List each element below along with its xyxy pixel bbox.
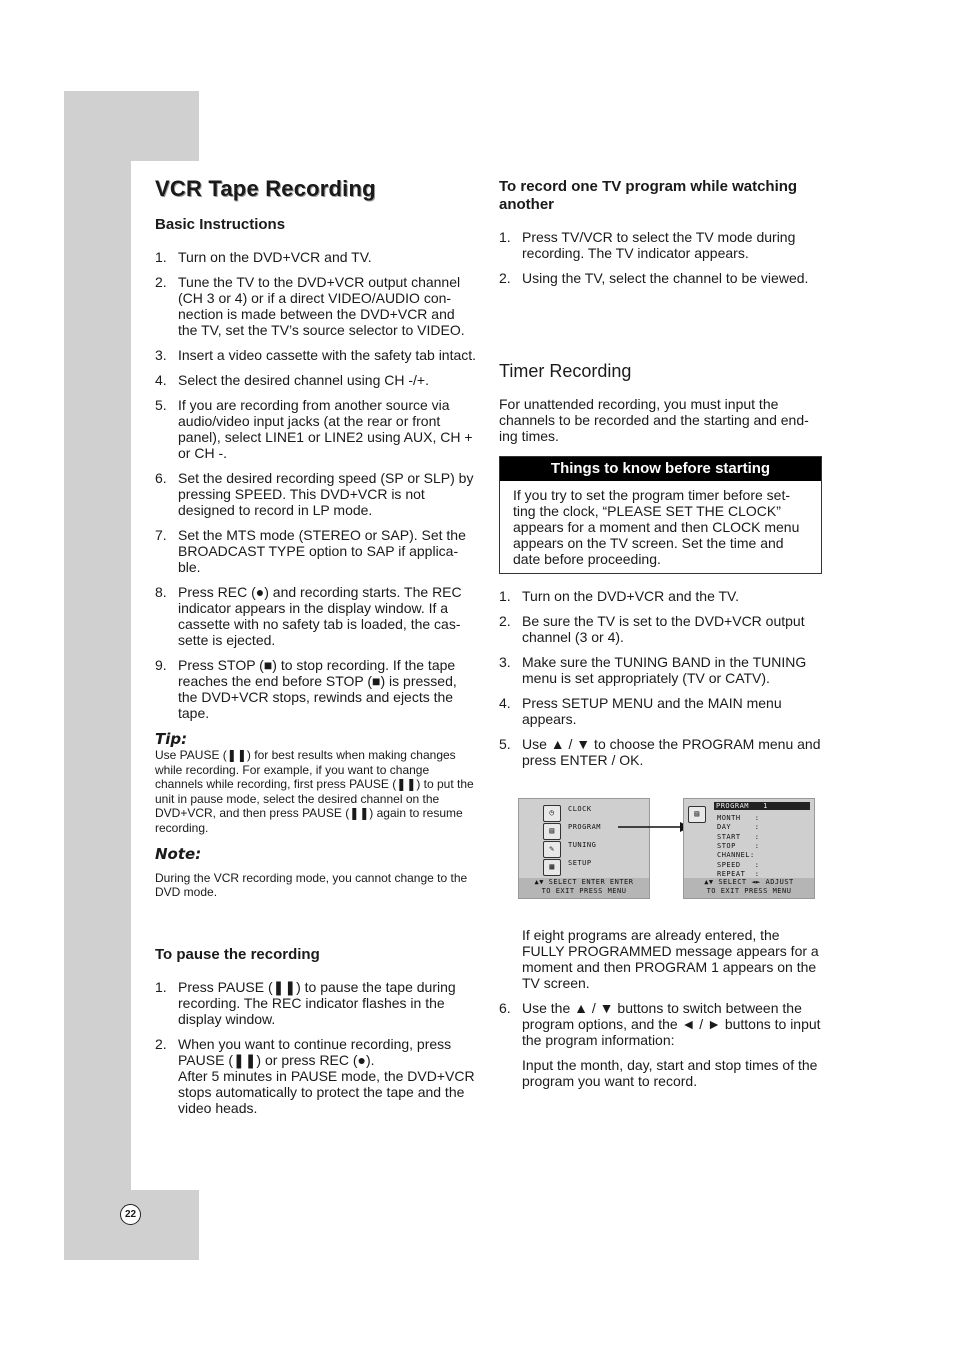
osd-main-menu xyxy=(518,798,650,899)
watch-heading: To record one TV program while watching another xyxy=(499,178,798,213)
osd-program-field: SPEED : xyxy=(717,860,760,869)
osd-menu-item: PROGRAM xyxy=(568,823,602,831)
pause-heading: To pause the recording xyxy=(155,945,320,963)
step6-extra: Input the month, day, start and stop times of the program you want to record. xyxy=(522,1057,818,1089)
things-to-know-text: If you try to set the program timer before set-ting the clock, “PLEASE SET THE CLOCK” appears for a moment and then CLOCK menu appears on the TV screen. Set the time and date before proceeding. xyxy=(513,487,800,567)
osd-program-field: CHANNEL: xyxy=(717,851,755,860)
page-tab-top xyxy=(64,91,199,161)
list-item: 8. Press REC (●) and recording starts. The REC indicator appears in the display window. If a cassette with no safety tab is loaded, the cas-sette is ejected. xyxy=(155,584,462,648)
list-item: 1. Press TV/VCR to select the TV mode during recording. The TV indicator appears. xyxy=(499,229,796,261)
page-margin-bar xyxy=(64,158,131,1260)
list-item: 2. Be sure the TV is set to the DVD+VCR output channel (3 or 4). xyxy=(499,613,805,645)
list-item: 1. Turn on the DVD+VCR and the TV. xyxy=(499,588,739,604)
timer-intro: For unattended recording, you must input the channels to be recorded and the starting and end-ing times. xyxy=(499,396,809,444)
left-column xyxy=(155,176,477,1125)
list-item: 2. When you want to continue recording, press PAUSE (❚❚) or press REC (●). After 5 minutes in PAUSE mode, the DVD+VCR stops automatically to protect the tape and the video heads. xyxy=(155,1035,475,1116)
after-osd-text: If eight programs are already entered, the FULLY PROGRAMMED message appears for a moment and then PROGRAM 1 appears on the TV screen. xyxy=(522,927,819,991)
page-title: VCR Tape Recording xyxy=(155,176,376,201)
setup-icon: ▦ xyxy=(543,859,561,876)
right-column xyxy=(499,178,822,1089)
osd-program-menu xyxy=(683,798,815,899)
basic-instructions-list xyxy=(155,249,477,721)
tuning-icon: ✎ xyxy=(543,841,561,858)
list-item: 1. Press PAUSE (❚❚) to pause the tape during recording. The REC indicator flashes in the display window. xyxy=(155,978,456,1027)
osd-menu-item: SETUP xyxy=(568,859,592,867)
list-item: 6. Set the desired recording speed (SP or SLP) by pressing SPEED. This DVD+VCR is not designed to record in LP mode. xyxy=(155,470,474,518)
things-to-know-title: Things to know before starting xyxy=(500,457,821,481)
list-item: 4. Press SETUP MENU and the MAIN menu appears. xyxy=(499,695,782,727)
osd-program-header: PROGRAM 1 xyxy=(714,802,810,810)
note-label: Note: xyxy=(155,844,202,863)
osd-program-field: MONTH : xyxy=(717,814,760,822)
osd-program-field: STOP : xyxy=(717,841,760,850)
watch-list xyxy=(499,229,822,286)
list-item: 3. Make sure the TUNING BAND in the TUNING menu is set appropriately (TV or CATV). xyxy=(499,654,807,686)
list-item: 7. Set the MTS mode (STEREO or SAP). Set the BROADCAST TYPE option to SAP if applica-ble. xyxy=(155,527,466,575)
list-item: 2. Using the TV, select the channel to be viewed. xyxy=(499,270,809,286)
program-icon: ▤ xyxy=(543,823,561,840)
list-item: 1. Turn on the DVD+VCR and TV. xyxy=(155,249,372,265)
osd-menu-item: TUNING xyxy=(568,841,597,849)
osd-main-footer: ▲▼ SELECT ENTER ENTER TO EXIT PRESS MENU xyxy=(519,878,649,898)
things-to-know-box xyxy=(499,456,822,574)
page-tab-bottom xyxy=(64,1190,199,1260)
tip-text: Use PAUSE (❚❚) for best results when making changes while recording. For example, if you want to change channels while recording, first press PAUSE (❚❚) to put the unit in pause mode, select the desired channel on the DVD+VCR, and then press PAUSE (❚❚) again to resume recording. xyxy=(155,748,474,835)
list-item: 9. Press STOP (■) to stop recording. If the tape reaches the end before STOP (■) is pressed, the DVD+VCR stops, rewinds and ejects the tape. xyxy=(155,657,457,721)
osd-program-field: START : xyxy=(717,832,760,841)
basic-instructions-heading: Basic Instructions xyxy=(155,216,286,233)
page-number: 22 xyxy=(120,1204,141,1225)
list-item: 4. Select the desired channel using CH -/+. xyxy=(155,372,429,388)
pause-step2-extra: After 5 minutes in PAUSE mode, the DVD+VCR stops automatically to protect the tape and the video heads. xyxy=(178,1067,475,1116)
timer-recording-heading: Timer Recording xyxy=(499,361,632,381)
timer-step6 xyxy=(499,1000,822,1048)
clock-icon: ◷ xyxy=(543,805,561,822)
timer-steps-list xyxy=(499,588,822,768)
list-item: 3. Insert a video cassette with the safety tab intact. xyxy=(155,347,477,363)
list-item: 2. Tune the TV to the DVD+VCR output channel (CH 3 or 4) or if a direct VIDEO/AUDIO con-nection is made between the DVD+VCR and the TV, set the TV’s source selector to VIDEO. xyxy=(155,274,465,338)
osd-program-field: DAY : xyxy=(717,823,760,832)
note-text: During the VCR recording mode, you cannot change to the DVD mode. xyxy=(155,870,468,900)
pause-list xyxy=(155,979,477,1116)
arrow-icon xyxy=(618,820,690,834)
list-item: 5. If you are recording from another source via audio/video input jacks (at the rear or front panel), select LINE1 or LINE2 using AUX, CH + or CH -. xyxy=(155,397,473,461)
osd-program-field: REPEAT : xyxy=(717,869,760,878)
tip-label: Tip: xyxy=(155,730,188,748)
osd-program-footer: ▲▼ SELECT ◄► ADJUST TO EXIT PRESS MENU xyxy=(684,878,814,898)
list-item: 5. Use ▲ / ▼ to choose the PROGRAM menu and press ENTER / OK. xyxy=(499,736,821,768)
program-icon: ▤ xyxy=(688,806,706,823)
osd-menu-item: CLOCK xyxy=(568,805,592,813)
list-item: 6. Use the ▲ / ▼ buttons to switch between the program options, and the ◄ / ► buttons to input the program information: xyxy=(499,1000,821,1048)
